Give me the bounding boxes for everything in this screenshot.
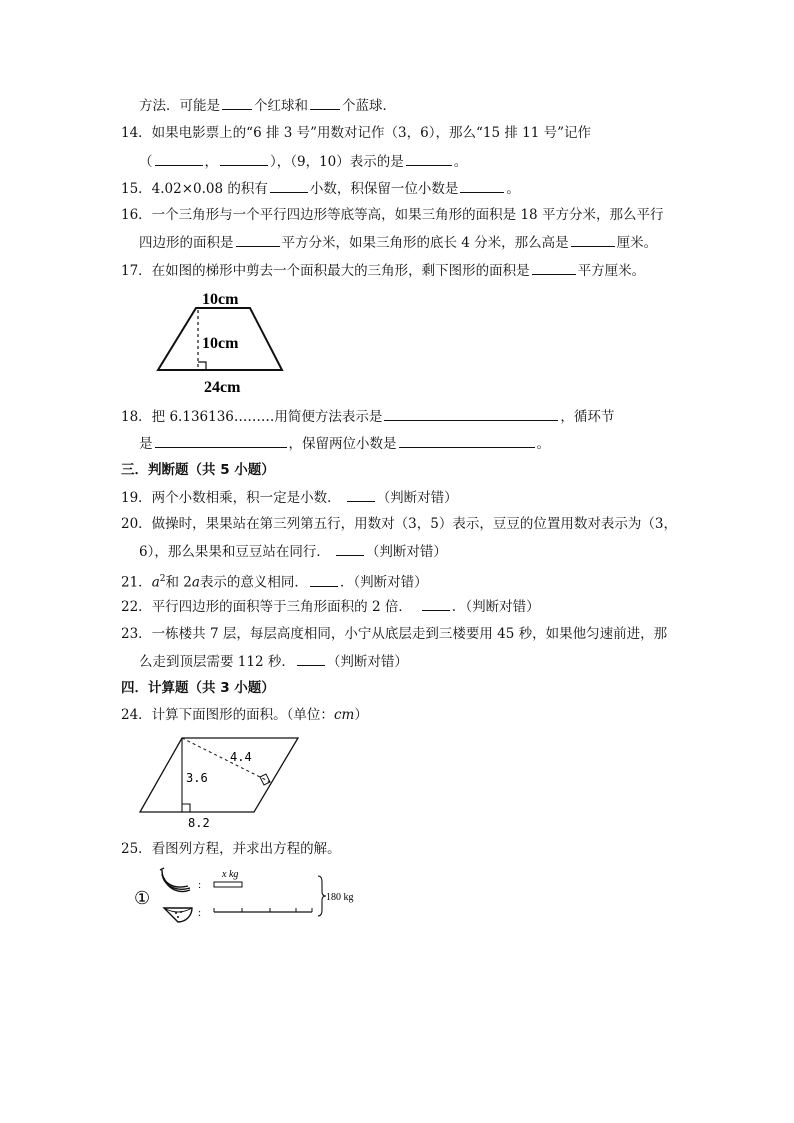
- q25-line: [121, 839, 341, 859]
- section-3-heading: 三．判断题（共 5 小题）: [121, 462, 275, 478]
- q20-line-2: [139, 541, 447, 562]
- q14-blank-seat: [220, 151, 268, 166]
- q21-var-a: a: [151, 574, 160, 591]
- q14-text-2c: ），（9，10）表示的是: [270, 154, 404, 170]
- q16-text-2a: 四边形的面积是: [139, 235, 234, 251]
- watermelon-icon: [164, 908, 192, 922]
- q16-line-1: [121, 205, 663, 225]
- q18-text-2b: ，保留两位小数是: [288, 436, 397, 452]
- q22-blank: [422, 596, 450, 611]
- q24-text-b: ）: [354, 707, 368, 723]
- q25-total-brace: [318, 876, 326, 916]
- q15-text-a: 15．4.02×0.08 的积有: [121, 181, 268, 197]
- height-right-angle-mark: [182, 804, 190, 812]
- q25-circled-number: ①: [134, 888, 151, 908]
- q25-colon-2: :: [198, 907, 202, 919]
- q17-line: [121, 260, 645, 281]
- q18-text-1b: ，循环节: [560, 409, 615, 425]
- q13-text-a: 方法．可能是: [139, 98, 220, 114]
- q22-line: [121, 596, 540, 617]
- q19-line: [121, 487, 458, 508]
- q19-text-a: 19．两个小数相乘，积一定是小数．: [121, 490, 341, 506]
- q20-blank: [336, 541, 364, 556]
- q21-text-c: 表示的意义相同．: [199, 574, 308, 591]
- trapezoid-bottom-label: 24cm: [204, 379, 241, 396]
- q25-diagram-svg: [132, 864, 372, 932]
- q25-diagram-figure: [132, 864, 372, 932]
- q16-text-2c: 厘米。: [616, 235, 658, 251]
- parallelogram-height-label: 3.6: [186, 771, 208, 785]
- q25-text-a: 25．看图列方程，并求出方程的解。: [121, 841, 341, 857]
- q15-blank-2: [460, 178, 504, 193]
- q23-line-1: [121, 624, 667, 644]
- q21-var-a-2: a: [191, 574, 200, 591]
- q18-blank-notation: [384, 406, 558, 421]
- q17-text-b: 平方厘米。: [577, 263, 646, 279]
- parallelogram-svg: [136, 734, 306, 834]
- q18-blank-cycle: [155, 433, 287, 448]
- q18-text-2c: 。: [536, 436, 550, 452]
- q16-line-2: [139, 232, 657, 253]
- q13-blank-2: [310, 95, 340, 110]
- q22-text-a: 22．平行四边形的面积等于三角形面积的 2 倍．: [121, 599, 412, 615]
- q14-text-2a: （: [139, 154, 153, 170]
- q21-mid: 和 2: [165, 574, 192, 591]
- q18-text-2a: 是: [139, 436, 153, 452]
- q23-blank: [297, 651, 325, 666]
- q14-blank-row: [155, 151, 203, 166]
- q20-line-1: [121, 514, 677, 534]
- q21-line: [121, 569, 428, 593]
- q25-banana-bar: [214, 882, 242, 887]
- q13-text-c: 个蓝球．: [342, 98, 396, 114]
- q24-unit: cm: [333, 707, 355, 723]
- q24-parallelogram-figure: [136, 734, 306, 834]
- section-4-heading: 四．计算题（共 3 小题）: [121, 680, 275, 696]
- q17-text-a: 17．在如图的梯形中剪去一个面积最大的三角形，剩下图形的面积是: [121, 263, 530, 279]
- q21-blank: [310, 572, 338, 587]
- q21-text-d: ．（判断对错）: [339, 574, 428, 591]
- q23-text-2b: （判断对错）: [326, 654, 408, 670]
- parallelogram-shape: [140, 738, 298, 812]
- parallelogram-base-label: 8.2: [188, 816, 210, 830]
- q17-blank: [532, 260, 576, 275]
- q15-line: [121, 178, 520, 199]
- q19-blank: [347, 487, 375, 502]
- q14-text-2d: 。: [453, 154, 468, 170]
- q14-line-1: [121, 123, 591, 143]
- trapezoid-top-label: 10cm: [202, 291, 239, 308]
- trapezoid-svg: [150, 286, 300, 396]
- parallelogram-diag-label: 4.4: [230, 750, 252, 764]
- q16-blank-1: [236, 232, 280, 247]
- q16-text-2b: 平方分米，如果三角形的底长 4 分米，那么高是: [281, 235, 569, 251]
- q16-blank-2: [571, 232, 615, 247]
- q18-line-1: [121, 406, 614, 427]
- q14-line-2: [139, 151, 467, 172]
- q25-colon-1: :: [198, 879, 202, 891]
- q23-text-1: 23．一栋楼共 7 层，每层高度相同，小宁从底层走到三楼要用 45 秒，如果他匀速前进，那: [121, 626, 668, 642]
- q23-line-2: [139, 651, 408, 672]
- q14-blank-meaning: [406, 151, 452, 166]
- q18-text-1a: 18．把 6.136136………用简便方法表示是: [121, 409, 383, 425]
- right-angle-mark: [198, 362, 206, 370]
- q14-text-1: 14．如果电影票上的“6 排 3 号”用数对记作（3，6），那么“15 排 11 号”记作: [121, 125, 591, 141]
- q24-line: [121, 705, 368, 725]
- q21-exponent: 2: [159, 574, 166, 584]
- q16-text-1: 16．一个三角形与一个平行四边形等底等高，如果三角形的面积是 18 平方分米，那么平行: [121, 207, 664, 223]
- q20-text-1: 20．做操时，果果站在第三列第五行，用数对（3，5）表示，豆豆的位置用数对表示为（3，: [121, 516, 677, 532]
- q25-x-label: x kg: [222, 869, 239, 880]
- q15-text-c: 。: [506, 181, 520, 197]
- q17-trapezoid-figure: [150, 286, 300, 396]
- q13-blank-1: [222, 95, 252, 110]
- q25-total-label: 180 kg: [326, 892, 354, 903]
- q20-text-2a: 6），那么果果和豆豆站在同行．: [139, 544, 330, 560]
- q21-num: 21．: [121, 574, 152, 591]
- q13-tail-line: [139, 95, 396, 116]
- q19-text-b: （判断对错）: [376, 490, 458, 506]
- q18-blank-round: [399, 433, 535, 448]
- trapezoid-height-label: 10cm: [202, 335, 239, 352]
- q24-text-a: 24．计算下面图形的面积。（单位：: [121, 707, 334, 723]
- q22-text-b: ．（判断对错）: [451, 599, 540, 615]
- q20-text-2b: （判断对错）: [365, 544, 447, 560]
- banana-icon: [160, 868, 190, 892]
- q13-text-b: 个红球和: [254, 98, 308, 114]
- q18-line-2: [139, 433, 550, 454]
- q15-blank-1: [270, 178, 308, 193]
- q14-text-2b: ，: [204, 154, 218, 170]
- q15-text-b: 小数，积保留一位小数是: [309, 181, 459, 197]
- q23-text-2a: 么走到顶层需要 112 秒．: [139, 654, 295, 670]
